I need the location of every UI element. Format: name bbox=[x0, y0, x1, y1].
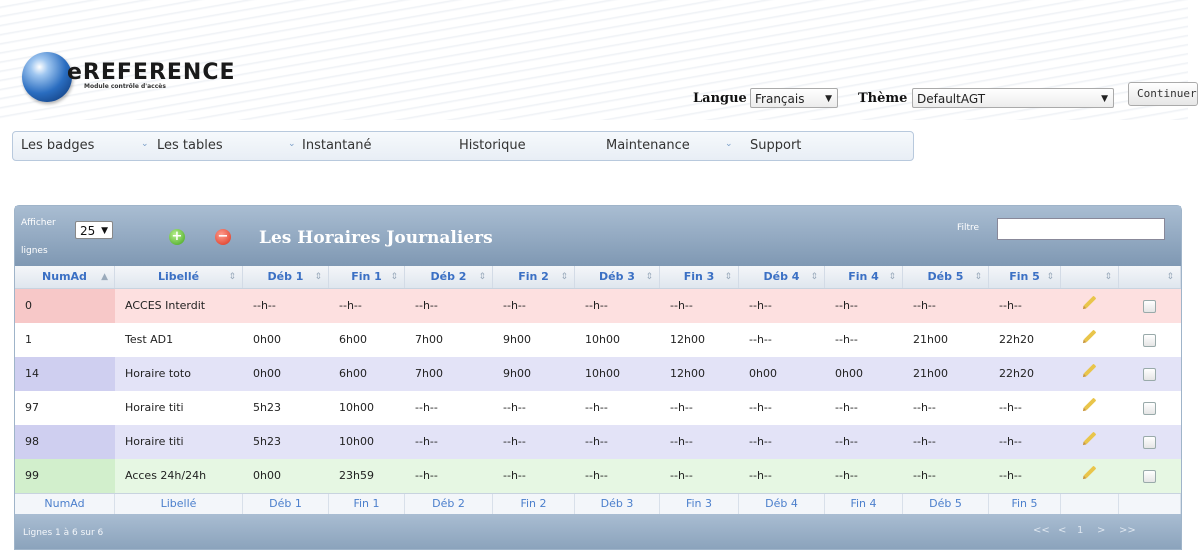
time-cell: --h-- bbox=[415, 401, 438, 414]
footer-column-label: Déb 2 bbox=[405, 494, 493, 514]
pager-bar bbox=[15, 514, 1181, 549]
menu-item-support[interactable]: Support bbox=[750, 138, 802, 153]
time-cell: --h-- bbox=[415, 299, 438, 312]
time-cell: --h-- bbox=[749, 435, 772, 448]
time-cell: --h-- bbox=[999, 469, 1022, 482]
logo-sphere-icon bbox=[22, 52, 72, 102]
time-cell: --h-- bbox=[913, 435, 936, 448]
sort-icon: ⇕ bbox=[560, 272, 568, 282]
row-checkbox[interactable] bbox=[1143, 300, 1156, 313]
time-cell: --h-- bbox=[585, 401, 608, 414]
time-cell: --h-- bbox=[749, 401, 772, 414]
sort-icon: ⇕ bbox=[1104, 272, 1112, 282]
column-header[interactable] bbox=[660, 266, 739, 288]
time-cell: --h-- bbox=[415, 469, 438, 482]
time-cell: 12h00 bbox=[670, 333, 705, 346]
footer-column-label: Fin 3 bbox=[660, 494, 739, 514]
column-header[interactable] bbox=[405, 266, 493, 288]
column-header[interactable] bbox=[989, 266, 1061, 288]
column-header-actions[interactable] bbox=[1061, 266, 1119, 288]
sort-icon: ⇕ bbox=[810, 272, 818, 282]
column-header-label: Déb 4 bbox=[763, 270, 800, 283]
column-header-label: NumAd bbox=[42, 270, 87, 283]
time-cell: --h-- bbox=[585, 299, 608, 312]
time-cell: --h-- bbox=[670, 469, 693, 482]
data-grid bbox=[14, 205, 1182, 550]
filtre-label: Filtre bbox=[957, 223, 980, 233]
time-cell: --h-- bbox=[835, 469, 858, 482]
theme-select-value: DefaultAGT bbox=[917, 92, 986, 106]
footer-headers bbox=[15, 493, 1181, 515]
row-id-cell: 1 bbox=[15, 323, 115, 357]
row-id-cell: 98 bbox=[15, 425, 115, 459]
time-cell: 23h59 bbox=[339, 469, 374, 482]
theme-select[interactable] bbox=[912, 88, 1114, 108]
time-cell: 21h00 bbox=[913, 367, 948, 380]
table-row[interactable] bbox=[15, 459, 1181, 494]
chevron-down-icon: ⌄ bbox=[725, 139, 733, 149]
time-cell: --h-- bbox=[670, 299, 693, 312]
chevron-down-icon: ▼ bbox=[825, 94, 832, 104]
theme-label: Thème bbox=[858, 91, 908, 106]
row-label-cell: Horaire titi bbox=[125, 435, 184, 448]
time-cell: --h-- bbox=[503, 299, 526, 312]
column-header-label: Fin 5 bbox=[1009, 270, 1040, 283]
footer-column-label: Fin 4 bbox=[825, 494, 903, 514]
footer-column-label bbox=[1119, 494, 1181, 514]
row-id-cell: 0 bbox=[15, 289, 115, 323]
grid-title: Les Horaires Journaliers bbox=[259, 228, 493, 248]
time-cell: 12h00 bbox=[670, 367, 705, 380]
time-cell: 9h00 bbox=[503, 333, 531, 346]
sort-icon: ⇕ bbox=[1166, 272, 1174, 282]
time-cell: --h-- bbox=[749, 299, 772, 312]
row-id-cell: 99 bbox=[15, 459, 115, 493]
add-row-button[interactable]: + bbox=[169, 229, 185, 245]
prev-page-button[interactable]: < bbox=[1058, 525, 1067, 536]
time-cell: 0h00 bbox=[749, 367, 777, 380]
footer-column-label: Déb 1 bbox=[243, 494, 329, 514]
time-cell: --h-- bbox=[913, 401, 936, 414]
time-cell: --h-- bbox=[339, 299, 362, 312]
edit-pencil-icon[interactable] bbox=[1084, 296, 1097, 309]
column-header-label: Déb 2 bbox=[430, 270, 467, 283]
sort-icon: ▲ bbox=[101, 272, 108, 282]
column-header[interactable] bbox=[15, 266, 115, 288]
column-header-label: Déb 3 bbox=[599, 270, 635, 283]
footer-column-label: Déb 4 bbox=[739, 494, 825, 514]
time-cell: 21h00 bbox=[913, 333, 948, 346]
row-label-cell: Horaire titi bbox=[125, 401, 184, 414]
continue-button[interactable]: Continuer bbox=[1128, 82, 1198, 106]
time-cell: 5h23 bbox=[253, 401, 281, 414]
page-number[interactable]: 1 bbox=[1077, 525, 1084, 536]
time-cell: --h-- bbox=[503, 469, 526, 482]
time-cell: --h-- bbox=[913, 299, 936, 312]
edit-pencil-icon[interactable] bbox=[1084, 432, 1097, 445]
time-cell: --h-- bbox=[835, 401, 858, 414]
row-label-cell: Test AD1 bbox=[125, 333, 174, 346]
chevron-down-icon: ⌄ bbox=[288, 139, 296, 149]
menu-item-historique[interactable]: Historique bbox=[459, 138, 526, 153]
time-cell: --h-- bbox=[749, 333, 772, 346]
time-cell: --h-- bbox=[503, 401, 526, 414]
sort-icon: ⇕ bbox=[888, 272, 896, 282]
row-checkbox[interactable] bbox=[1143, 368, 1156, 381]
chevron-down-icon: ⌄ bbox=[141, 139, 149, 149]
column-header-label: Déb 1 bbox=[267, 270, 304, 283]
table-row[interactable] bbox=[15, 425, 1181, 460]
row-checkbox[interactable] bbox=[1143, 334, 1156, 347]
row-label-cell: ACCES Interdit bbox=[125, 299, 206, 312]
column-header-label: Fin 3 bbox=[683, 270, 715, 283]
table-row[interactable] bbox=[15, 357, 1181, 392]
time-cell: 9h00 bbox=[503, 367, 531, 380]
column-header-label: Libellé bbox=[157, 270, 200, 283]
menu-item-badges[interactable]: Les badges bbox=[21, 138, 95, 153]
column-header[interactable] bbox=[115, 266, 243, 288]
time-cell: --h-- bbox=[999, 299, 1022, 312]
sort-icon: ⇕ bbox=[974, 272, 982, 282]
column-header[interactable] bbox=[493, 266, 575, 288]
time-cell: --h-- bbox=[585, 435, 608, 448]
sort-icon: ⇕ bbox=[724, 272, 732, 282]
logo-subtitle: Module contrôle d'accès bbox=[84, 83, 166, 90]
time-cell: 22h20 bbox=[999, 333, 1034, 346]
time-cell: 22h20 bbox=[999, 367, 1034, 380]
time-cell: --h-- bbox=[253, 299, 276, 312]
column-header-label: Fin 1 bbox=[351, 270, 382, 283]
footer-column-label bbox=[1061, 494, 1119, 514]
time-cell: 10h00 bbox=[339, 435, 374, 448]
row-checkbox[interactable] bbox=[1143, 470, 1156, 483]
time-cell: --h-- bbox=[999, 435, 1022, 448]
menu-item-instantane[interactable]: Instantané bbox=[302, 138, 372, 153]
time-cell: --h-- bbox=[913, 469, 936, 482]
table-row[interactable] bbox=[15, 323, 1181, 358]
time-cell: 0h00 bbox=[253, 367, 281, 380]
page-size-value: 25 bbox=[80, 224, 96, 238]
chevron-down-icon: ▼ bbox=[1101, 94, 1108, 104]
next-page-button[interactable]: > bbox=[1097, 525, 1106, 536]
rows-info: Lignes 1 à 6 sur 6 bbox=[23, 528, 104, 538]
row-checkbox[interactable] bbox=[1143, 436, 1156, 449]
time-cell: 6h00 bbox=[339, 333, 367, 346]
column-header[interactable] bbox=[739, 266, 825, 288]
column-headers bbox=[15, 266, 1181, 289]
time-cell: 7h00 bbox=[415, 333, 443, 346]
column-header-actions[interactable] bbox=[1119, 266, 1181, 288]
logo-text: eREFERENCE bbox=[67, 60, 236, 85]
sort-icon: ⇕ bbox=[1046, 272, 1054, 282]
chevron-down-icon: ▼ bbox=[101, 226, 108, 236]
menu-item-maintenance[interactable]: Maintenance bbox=[606, 138, 690, 153]
row-label-cell: Horaire toto bbox=[125, 367, 191, 380]
remove-row-button[interactable]: − bbox=[215, 229, 231, 245]
table-row[interactable] bbox=[15, 391, 1181, 426]
time-cell: --h-- bbox=[503, 435, 526, 448]
sort-icon: ⇕ bbox=[228, 272, 236, 282]
time-cell: --h-- bbox=[835, 299, 858, 312]
time-cell: --h-- bbox=[999, 401, 1022, 414]
time-cell: 6h00 bbox=[339, 367, 367, 380]
time-cell: 10h00 bbox=[585, 367, 620, 380]
edit-pencil-icon[interactable] bbox=[1084, 364, 1097, 377]
sort-icon: ⇕ bbox=[478, 272, 486, 282]
time-cell: --h-- bbox=[585, 469, 608, 482]
edit-pencil-icon[interactable] bbox=[1084, 466, 1097, 479]
time-cell: --h-- bbox=[670, 435, 693, 448]
row-id-cell: 14 bbox=[15, 357, 115, 391]
last-page-button[interactable]: >> bbox=[1119, 525, 1136, 536]
sort-icon: ⇕ bbox=[314, 272, 322, 282]
time-cell: 0h00 bbox=[253, 333, 281, 346]
time-cell: --h-- bbox=[670, 401, 693, 414]
row-label-cell: Acces 24h/24h bbox=[125, 469, 207, 482]
time-cell: 10h00 bbox=[339, 401, 374, 414]
column-header-label: Fin 2 bbox=[518, 270, 549, 283]
langue-select[interactable] bbox=[750, 88, 838, 108]
footer-column-label: Fin 2 bbox=[493, 494, 575, 514]
footer-column-label: Libellé bbox=[115, 494, 243, 514]
time-cell: 0h00 bbox=[835, 367, 863, 380]
footer-column-label: Fin 1 bbox=[329, 494, 405, 514]
column-header[interactable] bbox=[329, 266, 405, 288]
first-page-button[interactable]: << bbox=[1033, 525, 1050, 536]
time-cell: 5h23 bbox=[253, 435, 281, 448]
time-cell: --h-- bbox=[835, 333, 858, 346]
footer-column-label: NumAd bbox=[15, 494, 115, 514]
table-row[interactable] bbox=[15, 289, 1181, 324]
column-header[interactable] bbox=[243, 266, 329, 288]
page-size-select[interactable] bbox=[75, 221, 113, 239]
time-cell: --h-- bbox=[835, 435, 858, 448]
time-cell: 0h00 bbox=[253, 469, 281, 482]
edit-pencil-icon[interactable] bbox=[1084, 330, 1097, 343]
time-cell: --h-- bbox=[415, 435, 438, 448]
edit-pencil-icon[interactable] bbox=[1084, 398, 1097, 411]
footer-column-label: Déb 3 bbox=[575, 494, 660, 514]
row-id-cell: 97 bbox=[15, 391, 115, 425]
column-header-label: Fin 4 bbox=[848, 270, 879, 283]
langue-select-value: Français bbox=[755, 92, 805, 106]
lignes-label: lignes bbox=[21, 246, 48, 256]
footer-column-label: Déb 5 bbox=[903, 494, 989, 514]
column-header-label: Déb 5 bbox=[927, 270, 964, 283]
afficher-label: Afficher bbox=[21, 218, 56, 228]
column-header[interactable] bbox=[903, 266, 989, 288]
footer-column-label: Fin 5 bbox=[989, 494, 1061, 514]
sort-icon: ⇕ bbox=[645, 272, 653, 282]
filter-input[interactable] bbox=[997, 218, 1165, 240]
row-checkbox[interactable] bbox=[1143, 402, 1156, 415]
time-cell: 10h00 bbox=[585, 333, 620, 346]
sort-icon: ⇕ bbox=[390, 272, 398, 282]
main-menu bbox=[12, 131, 914, 161]
time-cell: --h-- bbox=[749, 469, 772, 482]
time-cell: 7h00 bbox=[415, 367, 443, 380]
column-header[interactable] bbox=[825, 266, 903, 288]
grid-toolbar bbox=[15, 206, 1181, 266]
menu-item-tables[interactable]: Les tables bbox=[157, 138, 223, 153]
column-header[interactable] bbox=[575, 266, 660, 288]
langue-label: Langue bbox=[693, 91, 747, 106]
